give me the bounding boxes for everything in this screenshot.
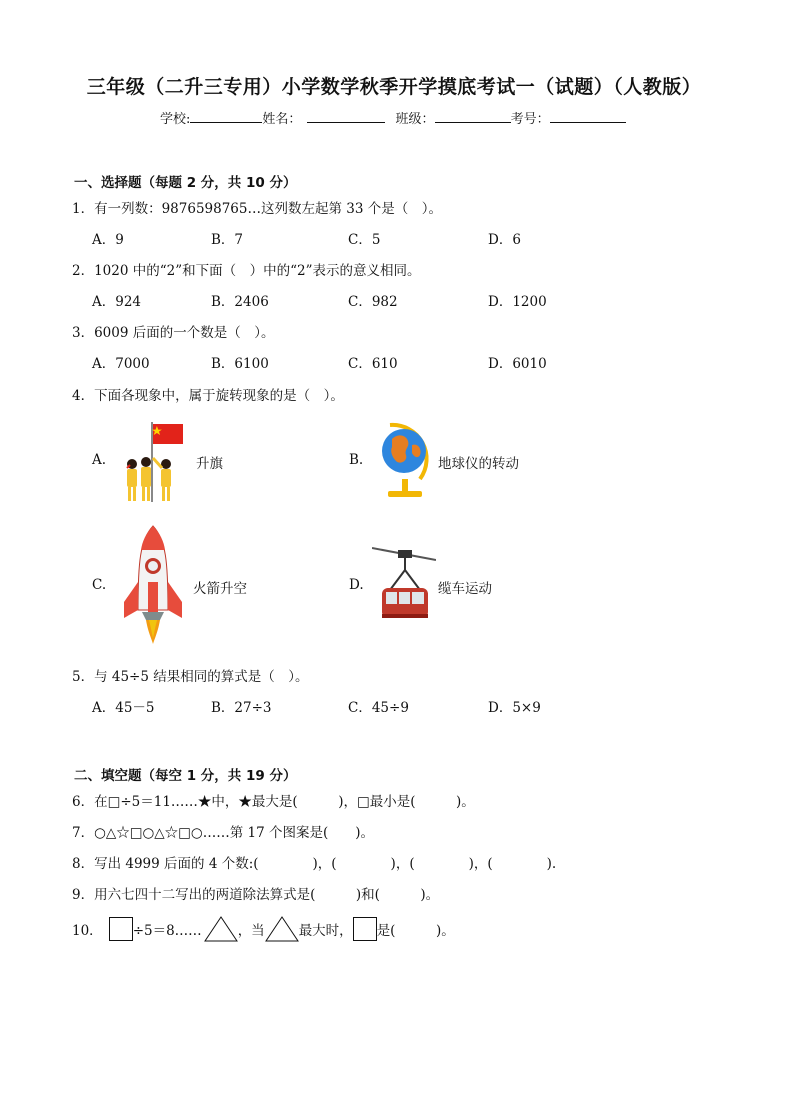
q10-text-4: 是( )。 xyxy=(376,923,455,939)
rocket-image xyxy=(118,522,188,646)
number-blank[interactable] xyxy=(550,110,626,123)
cable-car-image xyxy=(372,544,436,624)
q2-option-d[interactable]: D．1200 xyxy=(488,294,547,310)
q4-caption-c: 火箭升空 xyxy=(193,581,247,597)
q10-text-3: 最大时， xyxy=(298,923,353,939)
q3-option-d[interactable]: D．6010 xyxy=(488,356,547,372)
section2-heading: 二、填空题（每空 1 分，共 19 分） xyxy=(74,768,297,784)
q1-option-d[interactable]: D．6 xyxy=(488,232,521,248)
q10-number: 10． xyxy=(72,923,103,939)
triangle-icon[interactable] xyxy=(204,916,238,942)
q2-option-a[interactable]: A．924 xyxy=(92,294,142,310)
class-label: 班级： xyxy=(395,112,435,127)
q2-option-c[interactable]: C．982 xyxy=(348,294,398,310)
question-4: 4．下面各现象中，属于旋转现象的是（ ）。 xyxy=(72,388,344,404)
q4-option-c[interactable]: C. xyxy=(92,577,107,593)
name-blank[interactable] xyxy=(307,110,385,123)
section1-heading: 一、选择题（每题 2 分，共 10 分） xyxy=(74,175,297,191)
q10-square-box-2 xyxy=(353,917,377,941)
question-7: 7．○△☆□○△☆□○……第 17 个图案是( )。 xyxy=(72,825,374,841)
q4-caption-d: 缆车运动 xyxy=(438,581,492,597)
globe-image xyxy=(376,417,436,503)
q4-caption-b: 地球仪的转动 xyxy=(438,456,519,472)
question-5: 5．与 45÷5 结果相同的算式是（ ）。 xyxy=(72,669,309,685)
student-info xyxy=(160,108,626,127)
q4-caption-a: 升旗 xyxy=(196,456,223,472)
q1-option-c[interactable]: C．5 xyxy=(348,232,381,248)
q3-option-b[interactable]: B．6100 xyxy=(211,356,269,372)
name-label: 姓名： xyxy=(262,112,302,127)
question-9: 9．用六七四十二写出的两道除法算式是( )和( )。 xyxy=(72,887,440,903)
q10-text-1: ÷5＝8…… xyxy=(132,923,202,939)
q4-option-d[interactable]: D. xyxy=(349,577,364,593)
question-1: 1．有一列数：9876598765…这列数左起第 33 个是（ ）。 xyxy=(72,201,442,217)
question-6: 6．在□÷5＝11……★中，★最大是( )，□最小是( )。 xyxy=(72,794,475,810)
q5-option-d[interactable]: D．5×9 xyxy=(488,700,541,716)
question-8: 8．写出 4999 后面的 4 个数:( )，( )，( )，( ). xyxy=(72,856,557,872)
page-title: 三年级（二升三专用）小学数学秋季开学摸底考试一（试题）（人教版） xyxy=(86,76,702,98)
school-label: 学校: xyxy=(160,112,191,127)
q2-option-b[interactable]: B．2406 xyxy=(211,294,269,310)
q10-text-2: ，当 xyxy=(237,923,265,939)
q5-option-b[interactable]: B．27÷3 xyxy=(211,700,272,716)
question-2: 2．1020 中的“2”和下面（ ）中的“2”表示的意义相同。 xyxy=(72,263,421,279)
class-blank[interactable] xyxy=(435,110,511,123)
q3-option-c[interactable]: C．610 xyxy=(348,356,398,372)
q10-square-box[interactable] xyxy=(109,917,133,941)
school-blank[interactable] xyxy=(190,110,262,123)
q5-option-c[interactable]: C．45÷9 xyxy=(348,700,409,716)
q5-option-a[interactable]: A．45－5 xyxy=(92,700,155,716)
q4-option-a[interactable]: A. xyxy=(92,452,107,468)
q1-option-a[interactable]: A．9 xyxy=(92,232,124,248)
flag-raising-image xyxy=(118,418,190,506)
triangle-icon xyxy=(265,916,299,942)
q4-option-b[interactable]: B. xyxy=(349,452,364,468)
q3-option-a[interactable]: A．7000 xyxy=(92,356,150,372)
question-3: 3．6009 后面的一个数是（ ）。 xyxy=(72,325,275,341)
number-label: 考号： xyxy=(510,112,550,127)
question-10 xyxy=(72,916,455,942)
q1-option-b[interactable]: B．7 xyxy=(211,232,244,248)
